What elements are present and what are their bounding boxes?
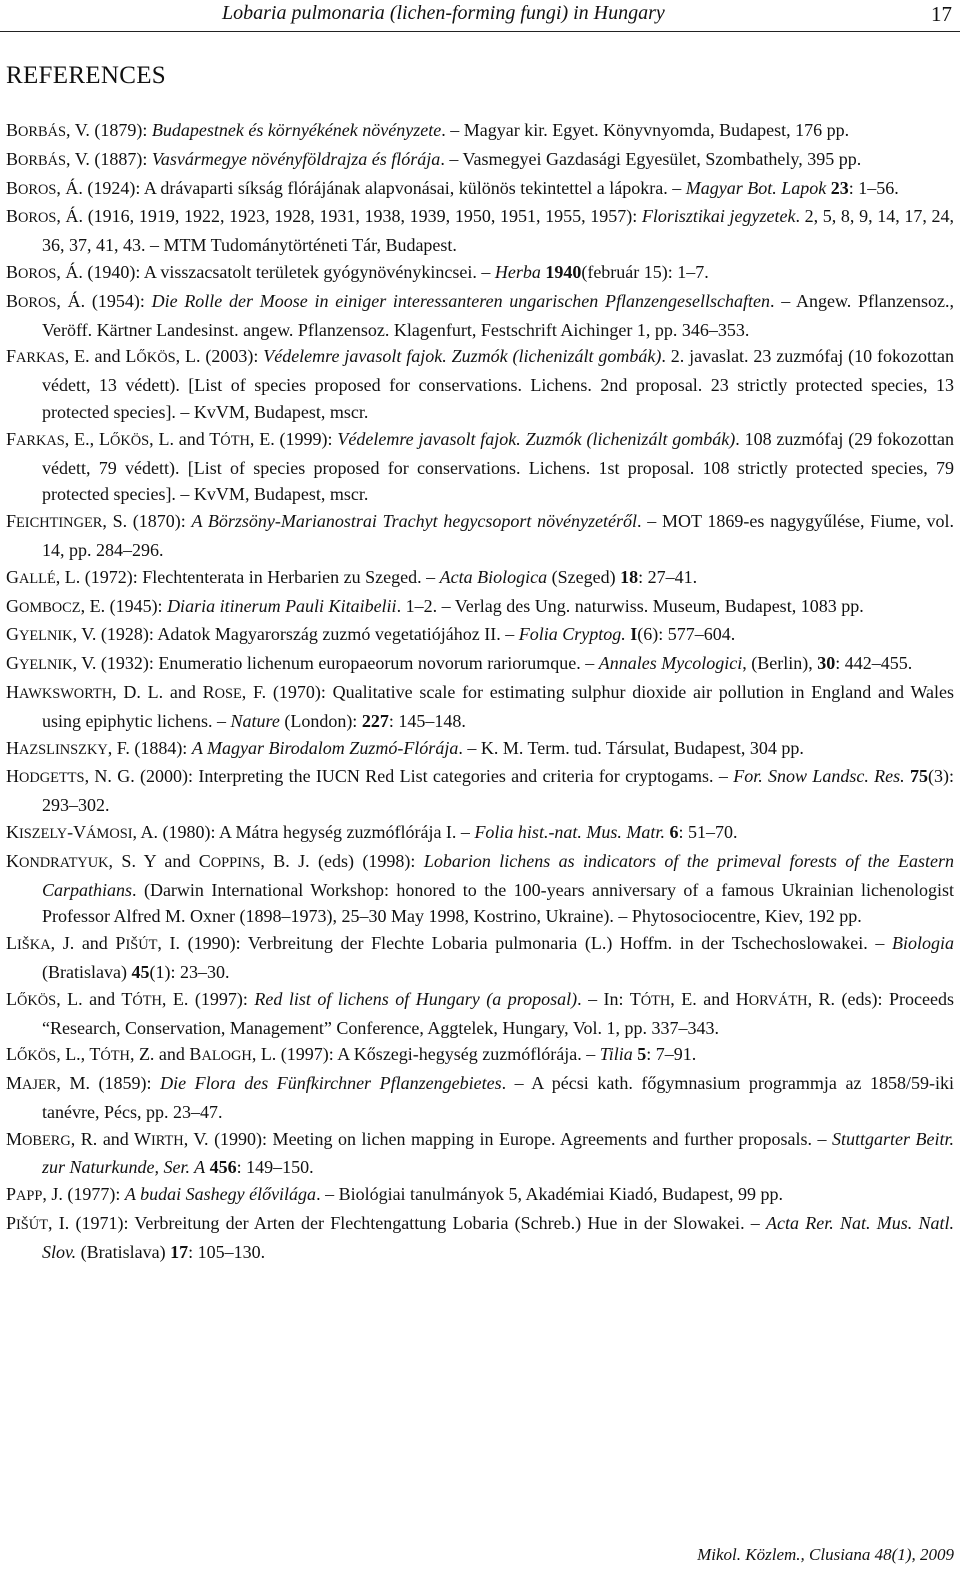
- reference-item: MAJER, M. (1859): Die Flora des Fünfkirchner Pflanzengebietes. – A pécsi kath. főgymnasium programmja az 1858/59-iki tanévre, Pécs, pp. 23–47.: [6, 1073, 954, 1122]
- reference-item: BOROS, Á. (1940): A visszacsatolt területek gyógynövénykincsei. – Herba 1940(február 15): 1–7.: [6, 261, 709, 282]
- reference-item: FEICHTINGER, S. (1870): A Börzsöny-Marianostrai Trachyt hegycsoport növényzetéről. – MOT 1869-es nagygyűlése, Fiume, vol. 14, pp. 284–296.: [6, 511, 954, 560]
- reference-item: KISZELY-VÁMOSI, A. (1980): A Mátra hegység zuzmóflórája I. – Folia hist.-nat. Mus. Matr. 6: 51–70.: [6, 821, 738, 842]
- reference-item: GOMBOCZ, E. (1945): Diaria itinerum Pauli Kitaibelii. 1–2. – Verlag des Ung. naturwiss. Museum, Budapest, 1083 pp.: [6, 595, 864, 616]
- reference-item: BORBÁS, V. (1887): Vasvármegye növényföldrajza és flórája. – Vasmegyei Gazdasági Egyesület, Szombathely, 395 pp.: [6, 148, 862, 169]
- reference-item: PAPP, J. (1977): A budai Sashegy élővilága. – Biológiai tanulmányok 5, Akadémiai Kiadó, Budapest, 99 pp.: [6, 1184, 783, 1205]
- reference-item: BOROS, Á. (1924): A drávaparti síkság flórájának alapvonásai, különös tekintettel a lápokra. – Magyar Bot. Lapok 23: 1–56.: [6, 177, 899, 198]
- running-title: Lobaria pulmonaria (lichen-forming fungi) in Hungary: [222, 2, 665, 24]
- reference-item: KONDRATYUK, S. Y and COPPINS, B. J. (eds) (1998): Lobarion lichens as indicators of the primeval forests of the Eastern Carpathians. (Darwin International Workshop: honored to the 100-years anniversary of a famous Ukrainian lichenologist Professor Alfred M. Oxner (1898–1973), 25–30 May 1998, Kostrino, Ukraine). – Phytosociocentre, Kiev, 192 pp.: [6, 850, 955, 927]
- reference-item: BOROS, Á. (1916, 1919, 1922, 1923, 1928, 1931, 1938, 1939, 1950, 1951, 1955, 1957): Florisztikai jegyzetek. 2, 5, 8, 9, 14, 17, 24, 36, 37, 41, 43. – MTM Tudománytörténeti Tár, Budapest.: [6, 206, 954, 256]
- reference-item: FARKAS, E., LŐKÖS, L. and TÓTH, E. (1999): Védelemre javasolt fajok. Zuzmók (lichenizált gombák). 108 zuzmófaj (29 fokozottan védett, 79 védett). [List of species proposed for conservations. Lichens. 1st proposal. 108 strictly protected species, 79 protected species]. – KvVM, Budapest, mscr.: [6, 428, 955, 505]
- reference-item: HODGETTS, N. G. (2000): Interpreting the IUCN Red List categories and criteria for cryptogams. – For. Snow Landsc. Res. 75(3): 293–302.: [6, 766, 955, 816]
- reference-item: GALLÉ, L. (1972): Flechtenterata in Herbarien zu Szeged. – Acta Biologica (Szeged) 18: 27–41.: [6, 566, 698, 587]
- reference-item: BORBÁS, V. (1879): Budapestnek és környékének növényzete. – Magyar kir. Egyet. Könyvnyomda, Budapest, 176 pp.: [6, 120, 850, 140]
- reference-item: BOROS, Á. (1954): Die Rolle der Moose in einiger interessanteren ungarischen Pflanzengesellschaften. – Angew. Pflanzensoz., Veröff. Kärtner Landesinst. angew. Pflanzensoz. Klagenfurt, Festschrift Aichinger 1, pp. 346–353.: [6, 290, 954, 340]
- reference-item: MOBERG, R. and WIRTH, V. (1990): Meeting on lichen mapping in Europe. Agreements and further proposals. – Stuttgarter Beitr. zur Naturkunde, Ser. A 456: 149–150.: [6, 1128, 955, 1178]
- reference-item: HAWKSWORTH, D. L. and ROSE, F. (1970): Qualitative scale for estimating sulphur dioxide air pollution in England and Wales using epiphytic lichens. – Nature (London): 227: 145–148.: [6, 681, 954, 731]
- reference-list: [6, 117, 954, 1266]
- reference-item: PIŠÚT, I. (1971): Verbreitung der Arten der Flechtengattung Lobaria (Schreb.) Hue in der Slowakei. – Acta Rer. Nat. Mus. Natl. Slov. (Bratislava) 17: 105–130.: [6, 1213, 954, 1262]
- page-header: [0, 0, 960, 30]
- reference-item: LŐKÖS, L., TÓTH, Z. and BALOGH, L. (1997): A Kőszegi-hegység zuzmóflórája. – Tilia 5: 7–91.: [6, 1044, 697, 1065]
- reference-item: HAZSLINSZKY, F. (1884): A Magyar Birodalom Zuzmó-Flórája. – K. M. Term. tud. Társulat, Budapest, 304 pp.: [6, 737, 804, 758]
- reference-item: LŐKÖS, L. and TÓTH, E. (1997): Red list of lichens of Hungary (a proposal). – In: TÓTH, E. and HORVÁTH, R. (eds): Proceeds “Research, Conservation, Management” Conference, Aggtelek, Hungary, Vol. 1, pp. 337–343.: [6, 988, 954, 1038]
- reference-item: GYELNIK, V. (1928): Adatok Magyarország zuzmó vegetatiójához II. – Folia Cryptog. I(6): 577–604.: [6, 624, 736, 645]
- header-rule: [0, 31, 960, 32]
- section-title: REFERENCES: [6, 62, 166, 89]
- reference-item: FARKAS, E. and LŐKÖS, L. (2003): Védelemre javasolt fajok. Zuzmók (lichenizált gombák). 2. javaslat. 23 zuzmófaj (10 fokozottan védett, 13 védett). [List of species proposed for conservations. Lichens. 2nd proposal. 23 strictly protected species, 13 protected species]. – KvVM, Budapest, mscr.: [6, 346, 954, 422]
- reference-item: LIŠKA, J. and PIŠÚT, I. (1990): Verbreitung der Flechte Lobaria pulmonaria (L.) Hoffm. in der Tschechoslowakei. – Biologia (Bratislava) 45(1): 23–30.: [6, 933, 954, 982]
- reference-item: GYELNIK, V. (1932): Enumeratio lichenum europaeorum novorum rariorumque. – Annales Mycologici, (Berlin), 30: 442–455.: [6, 653, 913, 674]
- page-number: 17: [931, 2, 952, 26]
- page-footer: Mikol. Közlem., Clusiana 48(1), 2009: [697, 1545, 954, 1564]
